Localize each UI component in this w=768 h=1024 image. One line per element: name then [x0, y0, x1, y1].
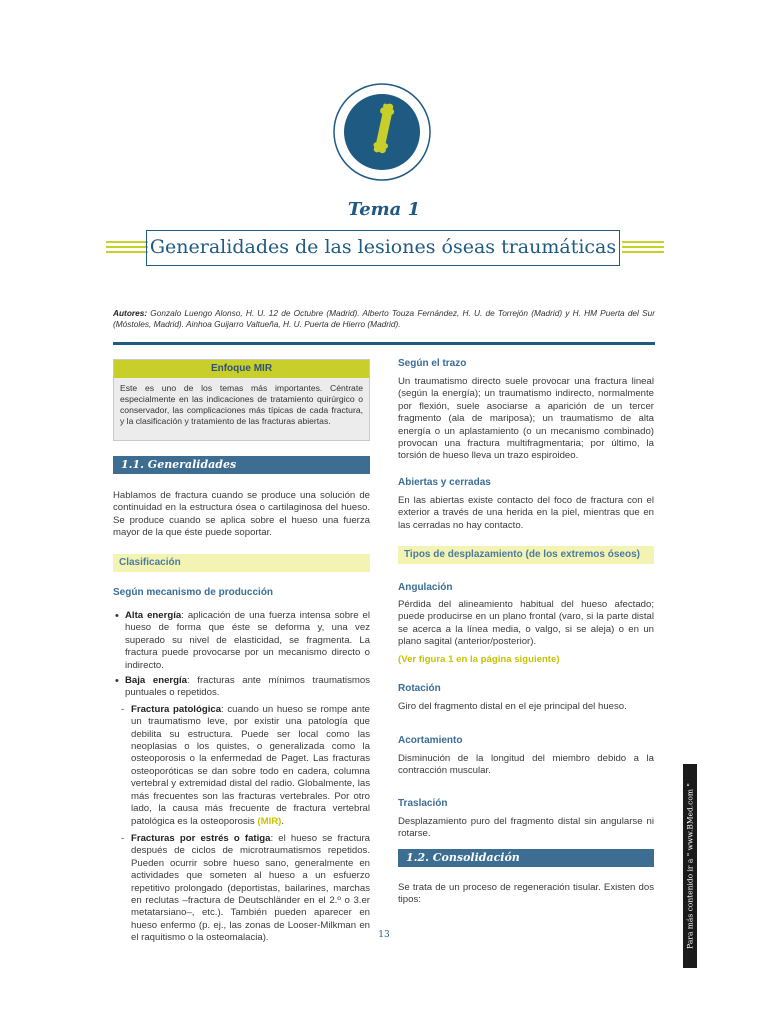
section-generalidades: 1.1. Generalidades — [113, 456, 370, 474]
title-left-lines — [106, 238, 148, 256]
authors-divider — [113, 342, 655, 345]
intro-paragraph: Hablamos de fractura cuando se produce una solución de continuidad en la estructura ósea o cartilaginosa del hueso. Se produce cuando se aplica sobre el hueso una fuerza mayor de la que éste puede soportar. — [113, 490, 370, 539]
title-right-lines — [622, 238, 664, 256]
consolidacion-paragraph: Se trata de un proceso de regeneración tisular. Existen dos tipos: — [398, 882, 654, 906]
enfoque-mir-box — [113, 359, 370, 441]
rotacion-paragraph: Giro del fragmento distal en el eje principal del hueso. — [398, 701, 627, 712]
chapter-title: Generalidades de las lesiones óseas traumáticas — [149, 236, 617, 258]
authors-label: Autores: — [113, 308, 148, 318]
authors: Autores: Gonzalo Luengo Alonso, H. U. 12 de Octubre (Madrid). Alberto Touza Fernández, H. U. de Torrejón (Madrid) y H. HM Puerta del Sur (Móstoles, Madrid). Ainhoa Guijarro Valtueña, H. U. Puerta de Hierro (Madrid). — [113, 308, 655, 329]
mechanism-list — [113, 610, 370, 950]
chapter-title-box — [146, 230, 620, 266]
traslacion-heading: Traslación — [398, 798, 448, 809]
sidebar-watermark[interactable] — [683, 764, 697, 968]
chapter-emblem — [332, 82, 432, 182]
angulacion-heading: Angulación — [398, 582, 453, 593]
page-number: 13 — [378, 930, 390, 940]
mir-tag: (MIR) — [257, 815, 282, 827]
section-consolidacion: 1.2. Consolidación — [398, 849, 654, 867]
angulacion-paragraph: Pérdida del alineamiento habitual del hueso afectado; puede producirse en un plano frontal (varo, si la parte distal se acerca a la línea media, o valgo, si se aleja) o en un plano sagital (anterior/posterior). — [398, 599, 654, 648]
enfoque-mir-title: Enfoque MIR — [114, 360, 369, 378]
mecanismo-heading: Según mecanismo de producción — [113, 587, 274, 598]
list-item: - Fractura patológica: cuando un hueso se rompe ante un traumatismo leve, por existir una patología que debilita su estructura. Puede ser local como las neoplasias o los quistes, o generalizada como la osteoporosis o la enfermedad de Paget. Las fracturas osteoporóticas se dan sobre todo en cadera, columna vertebral y extremidad distal del radio. Globalmente, las más frecuentes son las fracturas vertebrales. Por otro lado, la causa más frecuente de fractura vertebral patológica es la osteoporosis (MIR). — [119, 704, 370, 828]
tipos-desplazamiento-bar: Tipos de desplazamiento (de los extremos óseos) — [398, 546, 654, 564]
acortamiento-paragraph: Disminución de la longitud del miembro debido a la contracción muscular. — [398, 753, 654, 777]
traslacion-paragraph: Desplazamiento puro del fragmento distal sin angularse ni rotarse. — [398, 816, 654, 840]
trazo-paragraph: Un traumatismo directo suele provocar una fractura lineal (según la energía); un traumatismo indirecto, normalmente por flexión, suele asociarse a aparición de un tercer fragmento (ala de mariposa); un traumatismo de alta energía o un aplastamiento (o un mecanismo combinado) provocan una fractura multifragmentaria; por último, la torsión de hueso lleva un trazo espiroideo. — [398, 376, 654, 462]
clasificacion-bar: Clasificación — [113, 554, 370, 572]
acortamiento-heading: Acortamiento — [398, 735, 463, 746]
trazo-heading: Según el trazo — [398, 358, 467, 369]
rotacion-heading: Rotación — [398, 683, 441, 694]
list-item: • Baja energía: fracturas ante mínimos traumatismos puntuales o repetidos. — [113, 675, 370, 700]
chapter-number: Tema 1 — [347, 199, 421, 220]
list-item: • Alta energía: aplicación de una fuerza intensa sobre el hueso de forma que éste se deforma y, una vez superado su nivel de elasticidad, se fragmenta. La fractura puede provocarse por un mecanismo directo o indirecto. — [113, 610, 370, 672]
list-item: - Fracturas por estrés o fatiga: el hueso se fractura después de ciclos de microtraumatismos repetidos. Pueden ocurrir sobre hueso sano, generalmente en actividades que someten al hueso a un esfuerzo repetitivo prolongado (deportistas, bailarines, marchas en reclutas –fractura de Deutschländer en el 2.º o 3.er metatarsiano–, etc.). También pueden aparecer en hueso enfermo (p. ej., las zonas de Looser-Milkman en el raquitismo o la osteomalacia). — [119, 833, 370, 945]
ver-figura-link[interactable]: (Ver figura 1 en la página siguiente) — [398, 654, 560, 665]
abiertas-heading: Abiertas y cerradas — [398, 477, 491, 488]
abiertas-paragraph: En las abiertas existe contacto del foco de fractura con el exterior a través de una herida en la piel, mientras que en las cerradas no hay contacto. — [398, 495, 654, 531]
sidebar-text: Para más contenido ir a " www.BMed.com " — [685, 783, 695, 949]
enfoque-mir-text: Este es uno de los temas más importantes. Céntrate especialmente en las indicaciones de tratamiento quirúrgico o conservador, las complicaciones más típicas de cada fractura, y la clasificación y tratamiento de las fracturas abiertas. — [120, 383, 363, 426]
